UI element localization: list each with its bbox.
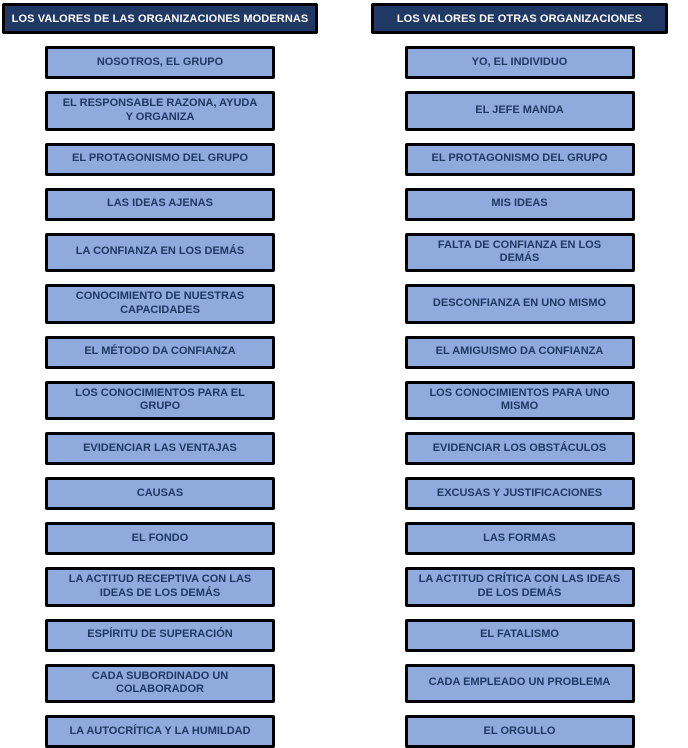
row-cell-right-11 — [371, 522, 668, 555]
value-box: LA ACTITUD RECEPTIVA CON LAS IDEAS DE LOS DEMÁS — [45, 567, 275, 607]
value-box: EL MÉTODO DA CONFIANZA — [45, 336, 275, 369]
row-cell-left-1 — [2, 46, 318, 79]
row-cell-right-1 — [371, 46, 668, 79]
row-cell-left-2 — [2, 91, 318, 131]
left-column-header: LOS VALORES DE LAS ORGANIZACIONES MODERNAS — [2, 3, 318, 34]
row-cell-right-15 — [371, 715, 668, 748]
value-box: EL PROTAGONISMO DEL GRUPO — [405, 143, 635, 176]
value-box: LOS CONOCIMIENTOS PARA UNO MISMO — [405, 381, 635, 421]
value-box: LAS FORMAS — [405, 522, 635, 555]
row-cell-left-8 — [2, 381, 318, 421]
value-box: EL ORGULLO — [405, 715, 635, 748]
row-cell-left-12 — [2, 567, 318, 607]
value-box: EL PROTAGONISMO DEL GRUPO — [45, 143, 275, 176]
value-box: LAS IDEAS AJENAS — [45, 188, 275, 221]
row-cell-right-6 — [371, 284, 668, 324]
row-cell-right-9 — [371, 432, 668, 465]
value-box: EXCUSAS Y JUSTIFICACIONES — [405, 477, 635, 510]
value-box: CADA EMPLEADO UN PROBLEMA — [405, 664, 635, 704]
row-cell-left-6 — [2, 284, 318, 324]
value-box: EVIDENCIAR LAS VENTAJAS — [45, 432, 275, 465]
value-box: EL JEFE MANDA — [405, 91, 635, 131]
row-cell-right-10 — [371, 477, 668, 510]
row-cell-left-7 — [2, 336, 318, 369]
value-box: EL FONDO — [45, 522, 275, 555]
row-cell-left-11 — [2, 522, 318, 555]
row-cell-right-12 — [371, 567, 668, 607]
row-cell-right-8 — [371, 381, 668, 421]
row-cell-left-15 — [2, 715, 318, 748]
value-box: LA CONFIANZA EN LOS DEMÁS — [45, 233, 275, 273]
row-cell-left-14 — [2, 664, 318, 704]
row-cell-left-5 — [2, 233, 318, 273]
value-box: MIS IDEAS — [405, 188, 635, 221]
value-box: ESPÍRITU DE SUPERACIÓN — [45, 619, 275, 652]
value-box: CONOCIMIENTO DE NUESTRAS CAPACIDADES — [45, 284, 275, 324]
row-cell-right-13 — [371, 619, 668, 652]
value-box: EL RESPONSABLE RAZONA, AYUDA Y ORGANIZA — [45, 91, 275, 131]
row-cell-right-2 — [371, 91, 668, 131]
right-column-header: LOS VALORES DE OTRAS ORGANIZACIONES — [371, 3, 668, 34]
row-cell-left-10 — [2, 477, 318, 510]
row-cell-left-13 — [2, 619, 318, 652]
row-cell-right-4 — [371, 188, 668, 221]
value-box: YO, EL INDIVIDUO — [405, 46, 635, 79]
value-box: EVIDENCIAR LOS OBSTÁCULOS — [405, 432, 635, 465]
value-box: CADA SUBORDINADO UN COLABORADOR — [45, 664, 275, 704]
row-cell-right-5 — [371, 233, 668, 273]
row-cell-right-3 — [371, 143, 668, 176]
value-box: LOS CONOCIMIENTOS PARA EL GRUPO — [45, 381, 275, 421]
value-box: FALTA DE CONFIANZA EN LOS DEMÁS — [405, 233, 635, 273]
value-box: NOSOTROS, EL GRUPO — [45, 46, 275, 79]
row-cell-right-7 — [371, 336, 668, 369]
value-box: LA ACTITUD CRÍTICA CON LAS IDEAS DE LOS DEMÁS — [405, 567, 635, 607]
value-box: CAUSAS — [45, 477, 275, 510]
row-cell-left-9 — [2, 432, 318, 465]
value-box: DESCONFIANZA EN UNO MISMO — [405, 284, 635, 324]
row-cell-left-3 — [2, 143, 318, 176]
row-cell-left-4 — [2, 188, 318, 221]
value-box: LA AUTOCRÍTICA Y LA HUMILDAD — [45, 715, 275, 748]
row-cell-right-14 — [371, 664, 668, 704]
value-box: EL AMIGUISMO DA CONFIANZA — [405, 336, 635, 369]
value-box: EL FATALISMO — [405, 619, 635, 652]
